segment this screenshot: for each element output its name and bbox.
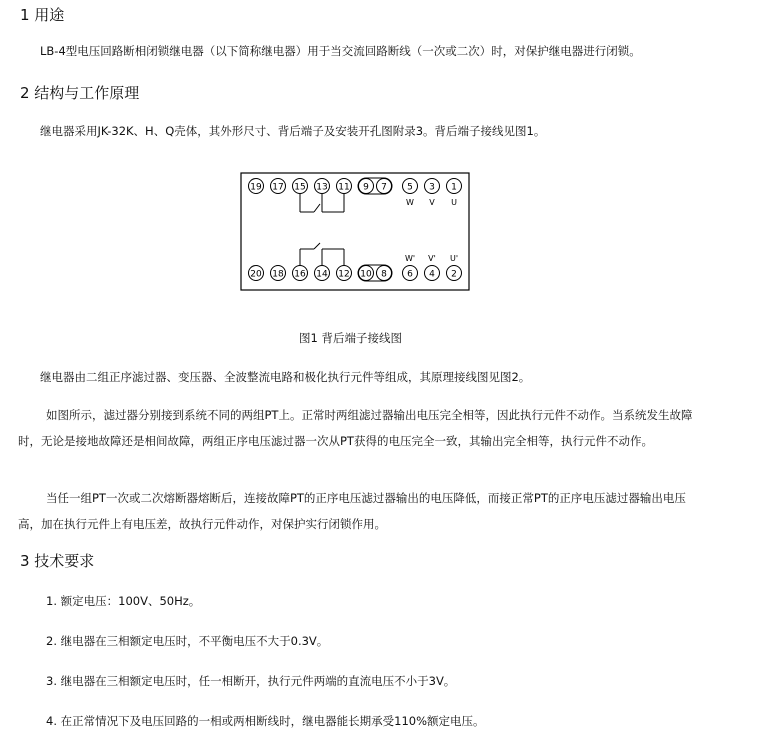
top-phase-label: U xyxy=(451,198,457,207)
top-terminal-label: 9 xyxy=(363,182,369,193)
section-1-paragraph: LB-4型电压回路断相闭锁继电器（以下简称继电器）用于当交流回路断线（一次或二次）时，对保护继电器进行闭锁。 xyxy=(40,44,641,58)
top-terminal-label: 3 xyxy=(429,182,435,193)
top-phase-label: V xyxy=(429,198,435,207)
section-2-paragraph-1: 继电器采用JK-32K、H、Q壳体，其外形尺寸、背后端子及安装开孔图附录3。背后端子接线见图1。 xyxy=(40,124,546,138)
section-2-paragraph-3: 如图所示，滤过器分别接到系统不同的两组PT上。正常时两组滤过器输出电压完全相等，因此执行元件不动作。当系统发生故障时，无论是接地故障还是相间故障，两组正序电压滤过器一次从PT获得的电压完全一致，其输出完全相等，执行元件不动作。 xyxy=(18,408,693,448)
bottom-terminal-label: 16 xyxy=(294,269,306,280)
top-terminal-label: 19 xyxy=(250,182,262,193)
section-1-heading: 1 用途 xyxy=(20,6,65,24)
terminal-wiring-diagram xyxy=(240,172,470,292)
bottom-terminal-label: 12 xyxy=(338,269,350,280)
bottom-terminal-label: 14 xyxy=(316,269,328,280)
bottom-terminal-label: 4 xyxy=(429,269,435,280)
bottom-phase-label: V' xyxy=(428,254,436,263)
bottom-terminal-label: 20 xyxy=(250,269,262,280)
bottom-phase-label: W' xyxy=(404,254,416,263)
bottom-terminal-label: 18 xyxy=(272,269,284,280)
bottom-terminal-label: 10 xyxy=(360,269,372,280)
requirement-item-4: 4. 在正常情况下及电压回路的一相或两相断线时，继电器能长期承受110%额定电压。 xyxy=(46,714,485,728)
requirement-item-2: 2. 继电器在三相额定电压时，不平衡电压不大于0.3V。 xyxy=(46,634,329,648)
top-terminal-label: 15 xyxy=(294,182,306,193)
top-phase-label: W xyxy=(406,198,414,207)
requirement-item-3: 3. 继电器在三相额定电压时，任一相断开，执行元件两端的直流电压不小于3V。 xyxy=(46,674,456,688)
bottom-terminal-label: 8 xyxy=(381,269,387,280)
bottom-terminal-label: 6 xyxy=(407,269,413,280)
top-terminal-label: 7 xyxy=(381,182,387,193)
figure-1-caption: 图1 背后端子接线图 xyxy=(299,331,402,345)
section-2-heading: 2 结构与工作原理 xyxy=(20,84,140,102)
top-terminal-label: 17 xyxy=(272,182,284,193)
top-terminal-label: 5 xyxy=(407,182,413,193)
top-terminal-label: 11 xyxy=(338,182,350,193)
bottom-terminal-label: 2 xyxy=(451,269,457,280)
requirement-item-1: 1. 额定电压：100V、50Hz。 xyxy=(46,594,201,608)
section-2-paragraph-4: 当任一组PT一次或二次熔断器熔断后，连接故障PT的正序电压滤过器输出的电压降低，而接正常PT的正序电压滤过器输出电压高，加在执行元件上有电压差，故执行元件动作，对保护实行闭锁作用。 xyxy=(18,491,686,531)
bottom-phase-label: U' xyxy=(449,254,459,263)
section-2-paragraph-2: 继电器由二组正序滤过器、变压器、全波整流电路和极化执行元件等组成，其原理接线图见图2。 xyxy=(40,370,531,384)
section-3-heading: 3 技术要求 xyxy=(20,552,95,570)
top-terminal-label: 13 xyxy=(316,182,328,193)
top-terminal-label: 1 xyxy=(451,182,457,193)
